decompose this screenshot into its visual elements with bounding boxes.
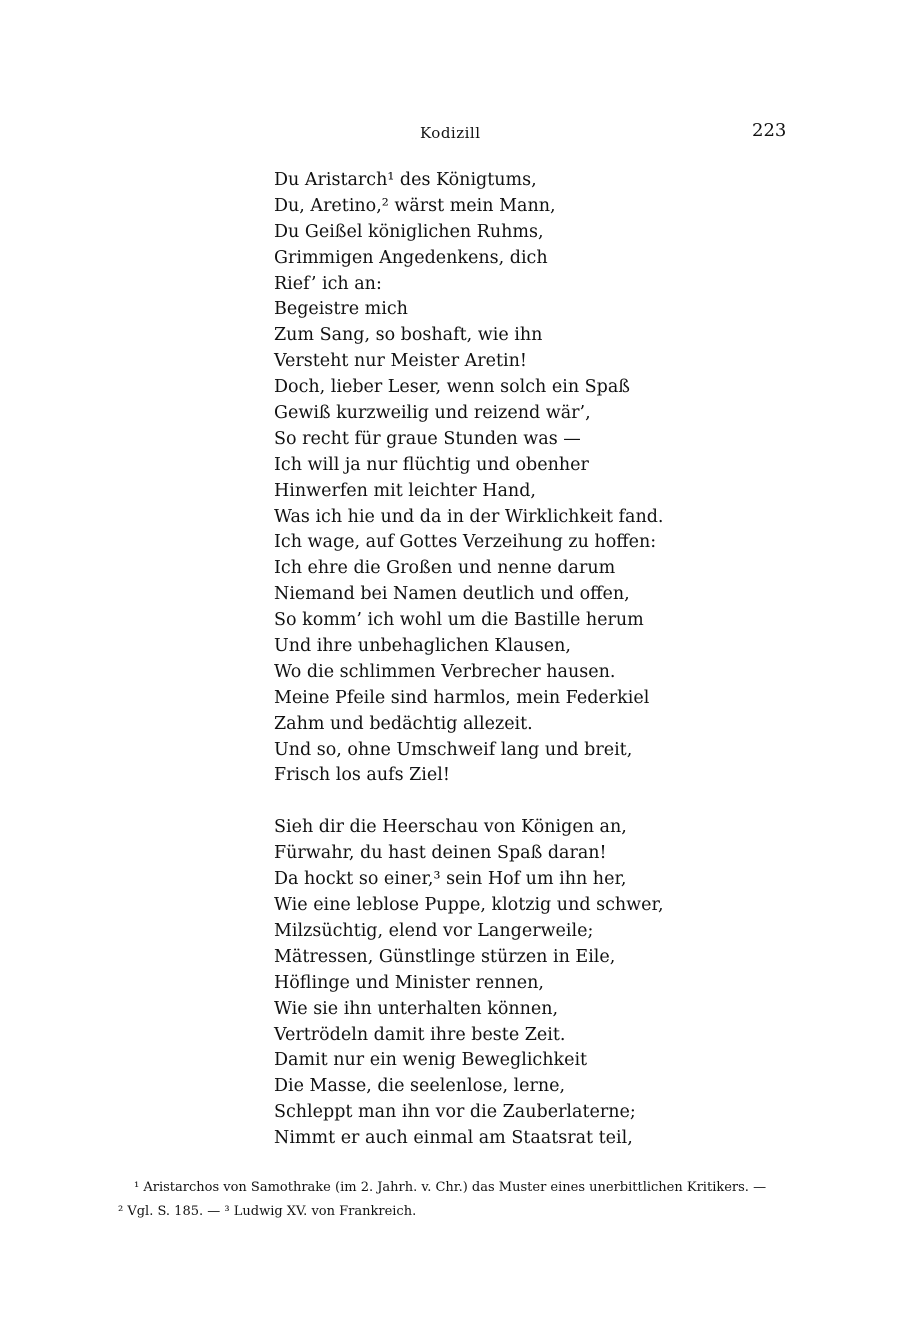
verse-line: Und so, ohne Umschweif lang und breit, — [274, 739, 633, 760]
verse-line: Versteht nur Meister Aretin! — [274, 351, 527, 372]
verse-line: Vertrödeln damit ihre beste Zeit. — [274, 1024, 566, 1045]
verse-line: Und ihre unbehaglichen Klausen, — [274, 636, 571, 657]
verse-line: Du Aristarch¹ des Königtums, — [274, 170, 537, 190]
verse-line: Was ich hie und da in der Wirklichkeit fand. — [274, 506, 664, 527]
verse-line: Fürwahr, du hast deinen Spaß daran! — [274, 843, 607, 864]
verse-line: Ich will ja nur flüchtig und obenher — [274, 454, 589, 475]
verse-line: Schleppt man ihn vor die Zauberlaterne; — [274, 1102, 636, 1123]
verse-line: Du Geißel königlichen Ruhms, — [274, 221, 544, 242]
verse-line: Ich ehre die Großen und nenne darum — [274, 558, 616, 579]
verse-line: Wo die schlimmen Verbrecher hausen. — [274, 661, 616, 682]
verse-line: Meine Pfeile sind harmlos, mein Federkiel — [274, 687, 650, 708]
page-number: 223 — [752, 120, 787, 141]
verse-line: Höflinge und Minister rennen, — [274, 972, 544, 993]
verse-line: Milzsüchtig, elend vor Langerweile; — [274, 920, 594, 941]
footnote-line: ² Vgl. S. 185. — ³ Ludwig XV. von Frankreich. — [118, 1204, 417, 1219]
verse-line: Frisch los aufs Ziel! — [274, 765, 450, 786]
verse-line: Wie eine leblose Puppe, klotzig und schwer, — [274, 895, 664, 916]
verse-line: Damit nur ein wenig Beweglichkeit — [274, 1050, 588, 1071]
verse-line: Du, Aretino,² wärst mein Mann, — [274, 195, 556, 216]
verse-line: Mätressen, Günstlinge stürzen in Eile, — [274, 946, 616, 967]
poem — [274, 168, 874, 1152]
stanza-1 — [274, 168, 874, 789]
running-head: Kodizill — [420, 124, 481, 142]
verse-line: Nimmt er auch einmal am Staatsrat teil, — [274, 1128, 633, 1149]
stanza-2 — [274, 815, 874, 1152]
verse-line: Rief’ ich an: — [274, 273, 382, 294]
verse-line: Doch, lieber Leser, wenn solch ein Spaß — [274, 377, 630, 398]
verse-line: Die Masse, die seelenlose, lerne, — [274, 1076, 566, 1097]
verse-line: So recht für graue Stunden was — — [274, 428, 581, 449]
verse-line: So komm’ ich wohl um die Bastille herum — [274, 610, 644, 631]
verse-line: Grimmigen Angedenkens, dich — [274, 247, 548, 268]
verse-line: Gewiß kurzweilig und reizend wär’, — [274, 403, 591, 424]
verse-line: Hinwerfen mit leichter Hand, — [274, 480, 536, 501]
verse-line: Zum Sang, so boshaft, wie ihn — [274, 325, 543, 346]
verse-line: Zahm und bedächtig allezeit. — [274, 713, 533, 734]
verse-line: Sieh dir die Heerschau von Königen an, — [274, 817, 627, 838]
footnote-line: ¹ Aristarchos von Samothrake (im 2. Jahrh. v. Chr.) das Muster eines unerbittlichen Kritikers. — — [134, 1180, 767, 1195]
verse-line: Wie sie ihn unterhalten können, — [274, 998, 559, 1019]
verse-line: Niemand bei Namen deutlich und offen, — [274, 584, 630, 605]
verse-line: Ich wage, auf Gottes Verzeihung zu hoffen: — [274, 532, 657, 553]
footnotes — [118, 1176, 818, 1224]
verse-line: Begeistre mich — [274, 299, 408, 320]
verse-line: Da hockt so einer,³ sein Hof um ihn her, — [274, 869, 627, 890]
